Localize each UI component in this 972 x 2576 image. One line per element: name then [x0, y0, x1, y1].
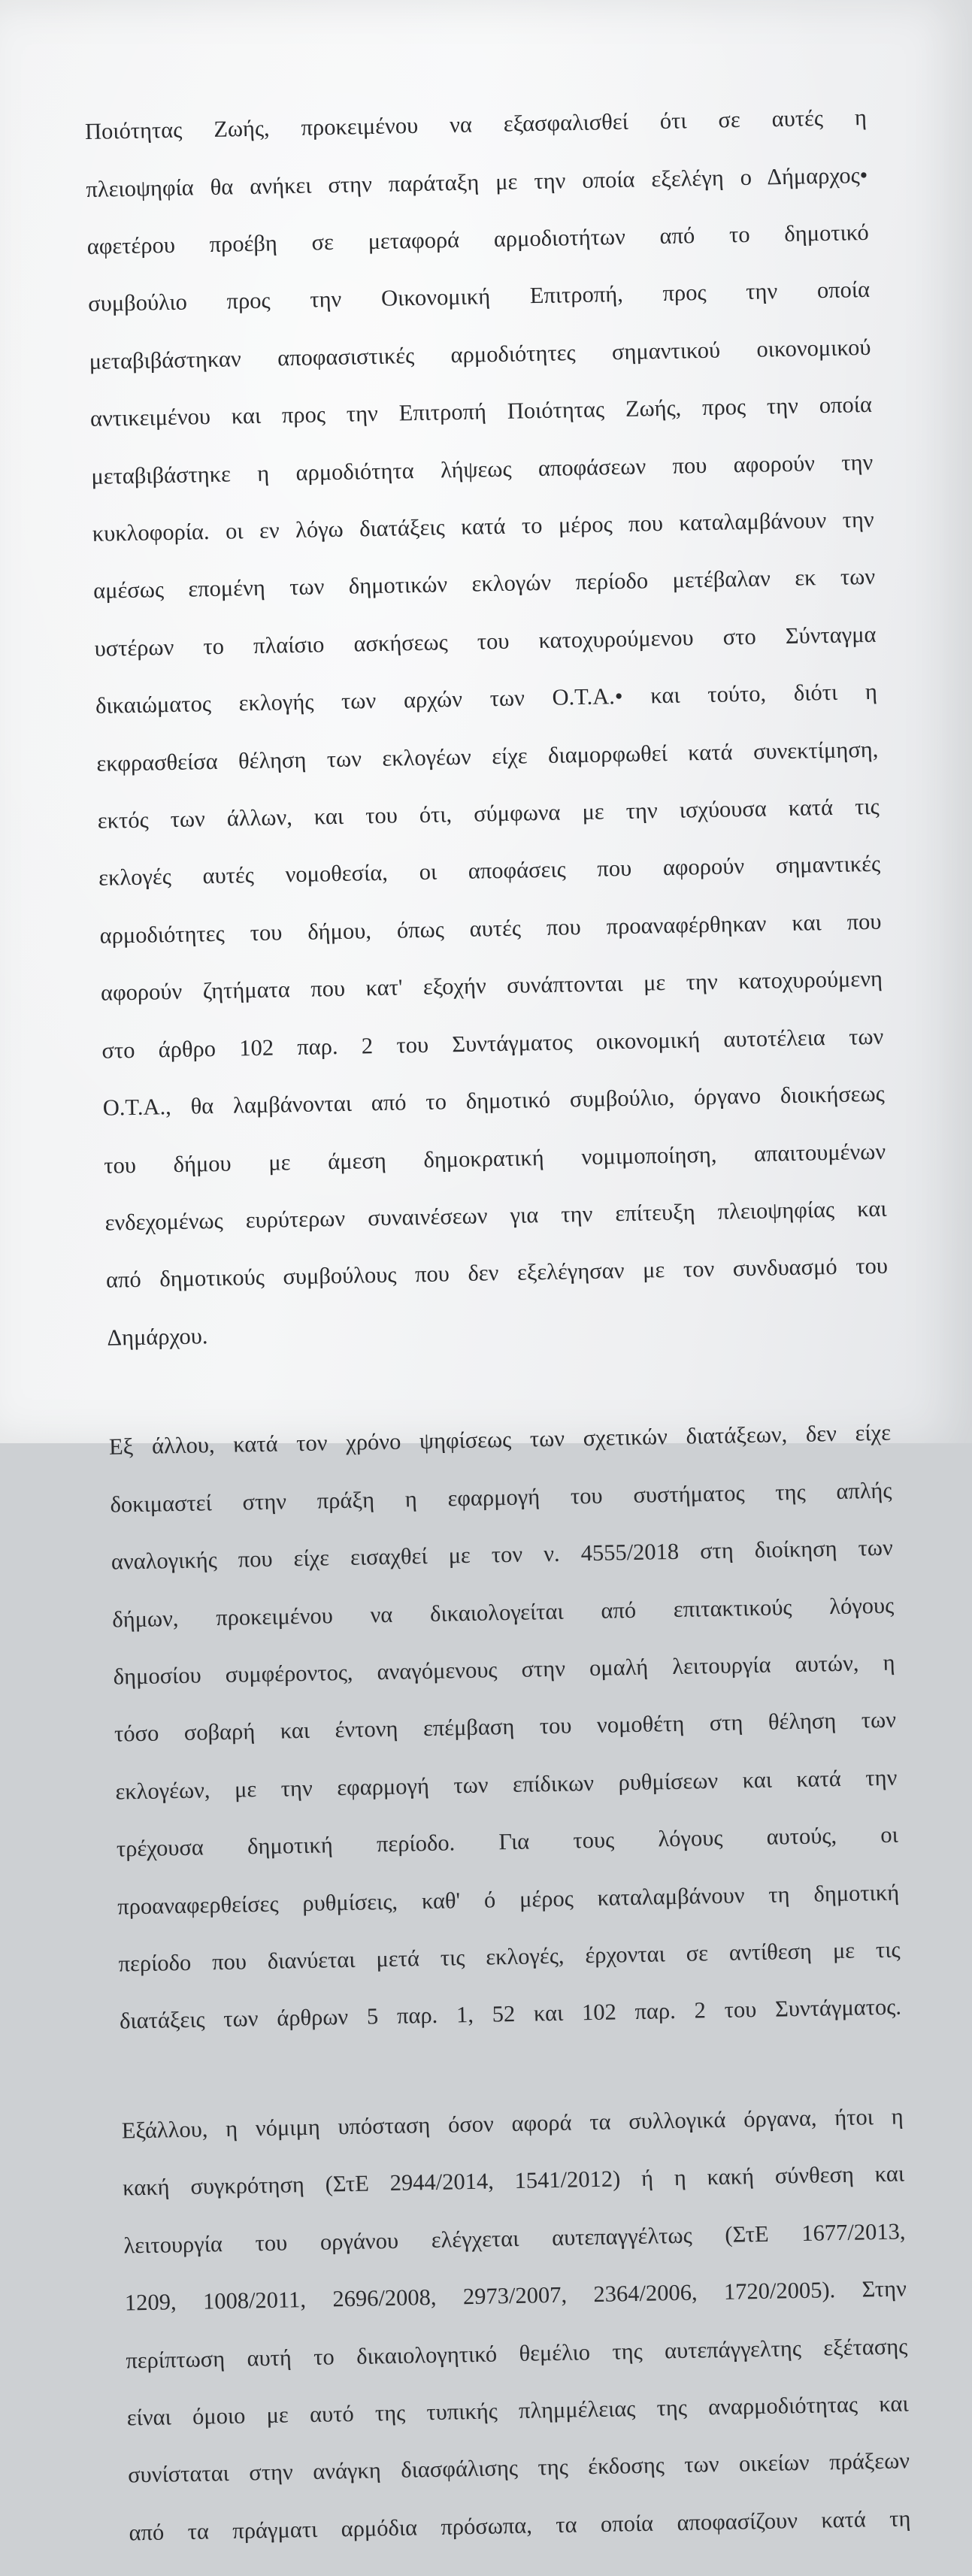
text-line: μεταβιβάστηκε η αρμοδιότητα λήψεως αποφάσεων που αφορούν την: [91, 449, 874, 489]
text-line: αντικειμένου και προς την Επιτροπή Ποιότητας Ζωής, προς την οποία: [89, 392, 873, 432]
text-line: Ο.Τ.Α., θα λαμβάνονται από το δημοτικό συμβούλιο, όργανο διοικήσεως: [102, 1080, 885, 1121]
text-line: δοκιμαστεί στην πράξη η εφαρμογή του συστήματος της απλής: [110, 1477, 892, 1518]
text-line: από τα πράγματι αρμόδια πρόσωπα, τα οποία αποφασίζουν κατά τη: [129, 2505, 911, 2546]
paragraph-3: [121, 2073, 912, 2575]
text-line: στο άρθρο 102 παρ. 2 του Συντάγματος οικονομική αυτοτέλεια των: [101, 1023, 884, 1064]
text-line: αφορούν ζητήματα που κατ' εξοχήν συνάπτονται με την κατοχυρούμενη: [100, 966, 883, 1006]
text-line: Ποιότητας Ζωής, προκειμένου να εξασφαλισθεί ότι σε αυτές η: [84, 104, 868, 145]
text-line: λειτουργία του οργάνου ελέγχεται αυτεπαγγέλτως (ΣτΕ 1677/2013,: [123, 2218, 906, 2259]
text-line: αρμοδιότητες του δήμου, όπως αυτές που προαναφέρθηκαν και που: [99, 908, 882, 949]
text-line: δικαιώματος εκλογής των αρχών των Ο.Τ.Α.• και τούτο, διότι η: [95, 679, 878, 719]
text-line: εκφρασθείσα θέληση των εκλογέων είχε διαμορφωθεί κατά συνεκτίμηση,: [96, 736, 879, 776]
text-line: κακή συγκρότηση (ΣτΕ 2944/2014, 1541/2012) ή η κακή σύνθεση και: [122, 2160, 905, 2201]
text-line: από δημοτικούς συμβούλους που δεν εξελέγησαν με τον συνδυασμό του: [105, 1253, 889, 1294]
text-line: Εξ άλλου, κατά τον χρόνο ψηφίσεως των σχετικών διατάξεων, δεν είχε: [108, 1419, 892, 1461]
text-line: Δημάρχου.: [107, 1323, 208, 1351]
text-line: του δήμου με άμεση δημοκρατική νομιμοποίηση, απαιτουμένων: [103, 1138, 886, 1179]
paragraph-1: [84, 74, 889, 1381]
text-line: Εξάλλου, η νόμιμη υπόσταση όσον αφορά τα συλλογικά όργανα, ήτοι η: [121, 2103, 904, 2144]
text-line: εκλογές αυτές νομοθεσία, οι αποφάσεις που αφορούν σημαντικές: [98, 851, 881, 891]
text-line: εκτός των άλλων, και του ότι, σύμφωνα με την ισχύουσα κατά τις: [97, 793, 880, 834]
text-line: τρέχουσα δημοτική περίοδο. Για τους λόγους αυτούς, οι: [116, 1821, 899, 1862]
text-line: μεταβιβάστηκαν αποφασιστικές αρμοδιότητες σημαντικού οικονομικού: [89, 334, 871, 374]
text-line: αμέσως επομένη των δημοτικών εκλογών περίοδο μετέβαλαν εκ των: [92, 564, 876, 604]
text-line: περίοδο που διανύεται μετά τις εκλογές, έρχονται σε αντίθεση με τις: [118, 1936, 901, 1977]
text-line: κυκλοφορία. οι εν λόγω διατάξεις κατά το μέρος που καταλαμβάνουν την: [92, 506, 874, 546]
text-line: αφετέρου προέβη σε μεταφορά αρμοδιοτήτων από το δημοτικό: [86, 219, 869, 259]
paragraph-2: [108, 1390, 902, 2065]
text-line: προαναφερθείσες ρυθμίσεις, καθ' ό μέρος καταλαμβάνουν τη δημοτική: [117, 1879, 900, 1920]
text-line: 1209, 1008/2011, 2696/2008, 2973/2007, 2364/2006, 1720/2005). Στην: [124, 2275, 907, 2316]
text-line: υστέρων το πλαίσιο ασκήσεως του κατοχυρούμενου στο Σύνταγμα: [94, 621, 877, 661]
text-line: συνίσταται στην ανάγκη διασφάλισης της έκδοσης των οικείων πράξεων: [127, 2447, 910, 2488]
text-line: δημοσίου συμφέροντος, αναγόμενους στην ομαλή λειτουργία αυτών, η: [113, 1649, 895, 1690]
document-body: [84, 74, 911, 2576]
text-line: ενδεχομένως ευρύτερων συναινέσεων για την επίτευξη πλειοψηφίας και: [104, 1195, 887, 1236]
text-line: συμβούλιο προς την Οικονομική Επιτροπή, προς την οποία: [87, 277, 871, 317]
text-line: αναλογικής που είχε εισαχθεί με τον ν. 4555/2018 στη διοίκηση των: [111, 1534, 894, 1575]
text-line: περίπτωση αυτή το δικαιολογητικό θεμέλιο της αυτεπάγγελτης εξέτασης: [126, 2333, 908, 2374]
text-line: διατάξεις των άρθρων 5 παρ. 1, 52 και 102 παρ. 2 του Συντάγματος.: [119, 1993, 902, 2034]
text-line: τόσο σοβαρή και έντονη επέμβαση του νομοθέτη στη θέληση των: [114, 1706, 897, 1748]
text-line: εκλογέων, με την εφαρμογή των επίδικων ρυθμίσεων και κατά την: [115, 1764, 898, 1805]
text-line: είναι όμοιο με αυτό της τυπικής πλημμέλειας της αναρμοδιότητας και: [126, 2390, 909, 2431]
text-line: πλειοψηφία θα ανήκει στην παράταξη με την οποία εξελέγη ο Δήμαρχος•: [86, 162, 868, 202]
text-line: δήμων, προκειμένου να δικαιολογείται από επιτακτικούς λόγους: [112, 1592, 895, 1633]
